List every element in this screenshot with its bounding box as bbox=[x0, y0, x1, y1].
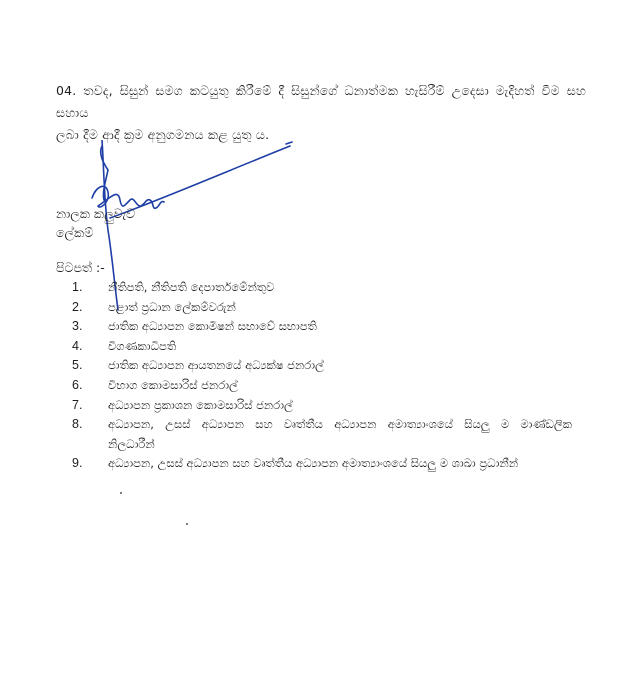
copies-item bbox=[72, 317, 572, 337]
copies-item bbox=[72, 356, 572, 376]
copies-item bbox=[72, 376, 572, 396]
scan-speck bbox=[186, 523, 188, 525]
copies-item-text: විභාග කොමසාරිස් ජනරාල් bbox=[108, 377, 238, 392]
copies-item-number: 7. bbox=[72, 397, 83, 412]
copies-item-number: 6. bbox=[72, 377, 83, 392]
copies-item-number: 1. bbox=[72, 280, 83, 294]
copies-item bbox=[72, 337, 572, 357]
copies-item-number: 3. bbox=[72, 319, 83, 334]
copies-item-number: 9. bbox=[72, 456, 83, 471]
paragraph-line-1: තවද, සිසුන් සමග කටයුතු කිරීමේ දී සිසුන්ගේ ධනාත්මක හැසිරීම් උදෙසා මැදිහත් වීම සහ සහාය bbox=[56, 83, 586, 120]
copies-item bbox=[72, 454, 572, 474]
copies-item-text: අධ්‍යාපන, උසස් අධ්‍යාපන සහ වෘත්තීය අධ්‍යාපන අමාත්‍යාංශයේ සියලු ම ශාඛා ප්‍රධානීන් bbox=[108, 456, 519, 471]
copies-heading: පිටපත් :- bbox=[56, 260, 105, 275]
copies-item-number: 2. bbox=[72, 299, 83, 314]
copies-item-number: 5. bbox=[72, 358, 83, 373]
paragraph-line-2: ලබා දීම ආදී ක්‍රම අනුගමනය කළ යුතු ය. bbox=[56, 127, 270, 142]
copies-item-text: ජාතික අධ්‍යාපන කොමිෂන් සභාවේ සභාපති bbox=[108, 319, 317, 334]
paragraph-04 bbox=[56, 80, 586, 146]
copies-list bbox=[72, 278, 572, 474]
copies-item-text: අධ්‍යාපන, උසස් අධ්‍යාපන සහ වෘත්තීය අධ්‍යාපන අමාත්‍යාංශයේ සියලු ම මාණ්ඩලික bbox=[108, 417, 572, 432]
signer-block bbox=[56, 204, 135, 242]
scan-speck bbox=[120, 492, 122, 494]
copies-item-text-continued: නිලධාරීන් bbox=[108, 436, 155, 451]
copies-item-number: 8. bbox=[72, 417, 83, 432]
copies-item-text: අධ්‍යාපන ප්‍රකාශන කොමසාරිස් ජනරාල් bbox=[108, 397, 293, 412]
paragraph-number: 04. bbox=[56, 83, 77, 98]
copies-item bbox=[72, 298, 572, 318]
signer-name: නාලක කලුවැව bbox=[56, 206, 136, 221]
copies-item-text: ජාතික අධ්‍යාපන ආයතනයේ අධ්‍යක්ෂ ජනරාල් bbox=[108, 358, 324, 373]
copies-item-number: 4. bbox=[72, 338, 83, 353]
copies-item bbox=[72, 415, 572, 454]
copies-item bbox=[72, 396, 572, 416]
copies-item bbox=[72, 278, 572, 298]
copies-item-text: නීතිපති, නීතිපති දෙපාර්තමේන්තුව bbox=[108, 280, 275, 294]
copies-item-text: පළාත් ප්‍රධාන ලේකම්වරුන් bbox=[108, 299, 236, 314]
copies-item-text: විගණකාධිපති bbox=[108, 338, 177, 353]
signer-title: ලේකම් bbox=[56, 225, 94, 240]
